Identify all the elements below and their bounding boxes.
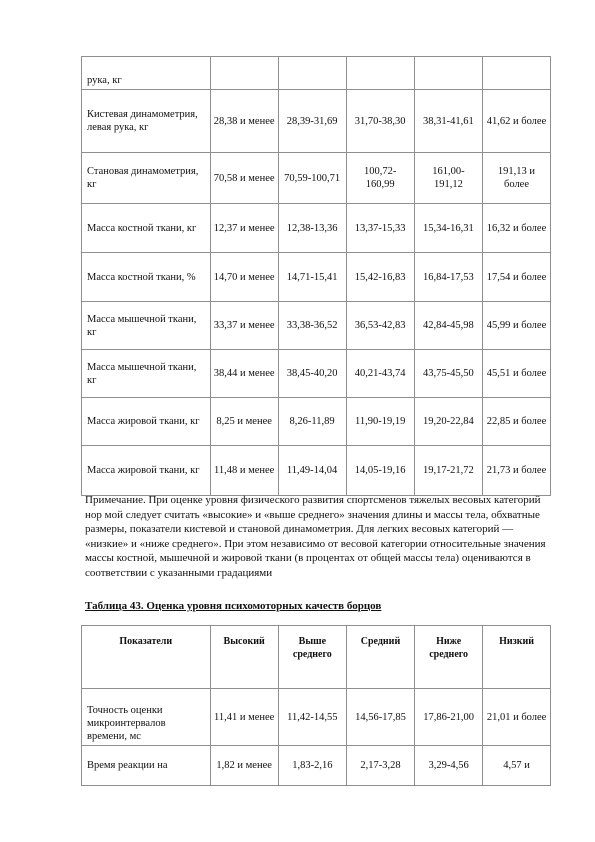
row-label: Время реакции на (81, 746, 211, 786)
cell-average: 15,42-16,83 (347, 253, 415, 302)
table-row (81, 253, 551, 302)
cell-average: 40,21-43,74 (347, 350, 415, 398)
cell-above-average: 14,71-15,41 (279, 253, 347, 302)
cell-above-average: 70,59-100,71 (279, 153, 347, 204)
cell-low: 41,62 и более (483, 90, 551, 153)
cell-below-average: 42,84-45,98 (415, 302, 483, 350)
header-above-average: Выше среднего (279, 625, 347, 689)
cell-low: 21,73 и более (483, 446, 551, 496)
row-label: Точность оценки микроинтервалов времени, мс (81, 689, 211, 746)
row-label: Масса костной ткани, кг (81, 204, 211, 253)
cell-average: 2,17-3,28 (347, 746, 415, 786)
cell-high: 28,38 и менее (211, 90, 279, 153)
cell-average: 14,56-17,85 (347, 689, 415, 746)
cell-low: 16,32 и более (483, 204, 551, 253)
cell-average: 11,90-19,19 (347, 398, 415, 446)
cell-high: 11,48 и менее (211, 446, 279, 496)
cell-above-average: 11,49-14,04 (279, 446, 347, 496)
cell-high: 14,70 и менее (211, 253, 279, 302)
cell-below-average: 17,86-21,00 (415, 689, 483, 746)
header-high: Высокий (211, 625, 279, 689)
table-row (81, 204, 551, 253)
row-label: Масса мышечной ткани, кг (81, 350, 211, 398)
header-indicators: Показатели (81, 625, 211, 689)
cell-above-average: 28,39-31,69 (279, 90, 347, 153)
table-row (81, 446, 551, 496)
cell-below-average: 19,17-21,72 (415, 446, 483, 496)
psychomotor-table (81, 625, 551, 786)
cell-low: 45,99 и более (483, 302, 551, 350)
table-row (81, 746, 551, 786)
table-row (81, 56, 551, 90)
row-label: Масса мышечной ткани, кг (81, 302, 211, 350)
header-below-average: Ниже среднего (415, 625, 483, 689)
table-row (81, 302, 551, 350)
row-label: Масса жировой ткани, кг (81, 398, 211, 446)
cell-high: 1,82 и менее (211, 746, 279, 786)
cell-above-average: 11,42-14,55 (279, 689, 347, 746)
cell-low: 4,57 и (483, 746, 551, 786)
cell-high: 11,41 и менее (211, 689, 279, 746)
table-row (81, 153, 551, 204)
cell-above-average: 33,38-36,52 (279, 302, 347, 350)
header-average: Средний (347, 625, 415, 689)
cell-high: 8,25 и менее (211, 398, 279, 446)
table-row (81, 398, 551, 446)
cell-high: 70,58 и менее (211, 153, 279, 204)
row-label: рука, кг (81, 56, 211, 90)
note-paragraph: Примечание. При оценке уровня физического развития спортсменов тяжелых весовых категорий нор мой следует считать «высокие» и «выше среднего» значения длины и массы тела, обхватные размеры, показатели кистевой и становой динамометрия. Для легких весовых категорий — «низкие» и «ниже среднего». При этом независимо от весовой категории относительные значения массы костной, мышечной и жировой ткани (в процентах от общей массы тела) оцениваются в соответствии с указанными градациями (85, 494, 546, 579)
cell-below-average: 38,31-41,61 (415, 90, 483, 153)
cell-above-average: 1,83-2,16 (279, 746, 347, 786)
row-label: Становая динамометрия, кг (81, 153, 211, 204)
cell-above-average (279, 56, 347, 90)
cell-below-average: 19,20-22,84 (415, 398, 483, 446)
cell-average: 31,70-38,30 (347, 90, 415, 153)
cell-high: 12,37 и менее (211, 204, 279, 253)
table-row (81, 350, 551, 398)
cell-high: 33,37 и менее (211, 302, 279, 350)
header-low: Низкий (483, 625, 551, 689)
cell-average: 13,37-15,33 (347, 204, 415, 253)
cell-below-average: 3,29-4,56 (415, 746, 483, 786)
cell-high (211, 56, 279, 90)
cell-below-average: 43,75-45,50 (415, 350, 483, 398)
cell-low: 21,01 и более (483, 689, 551, 746)
cell-above-average: 12,38-13,36 (279, 204, 347, 253)
row-label: Масса жировой ткани, кг (81, 446, 211, 496)
cell-below-average: 15,34-16,31 (415, 204, 483, 253)
cell-low: 22,85 и более (483, 398, 551, 446)
table-row (81, 689, 551, 746)
cell-low: 17,54 и более (483, 253, 551, 302)
table-caption: Таблица 43. Оценка уровня психомоторных качеств борцов (85, 600, 382, 612)
cell-average: 36,53-42,83 (347, 302, 415, 350)
cell-average (347, 56, 415, 90)
cell-average: 100,72-160,99 (347, 153, 415, 204)
cell-low: 191,13 и более (483, 153, 551, 204)
cell-below-average (415, 56, 483, 90)
cell-low (483, 56, 551, 90)
cell-below-average: 161,00-191,12 (415, 153, 483, 204)
table-row (81, 90, 551, 153)
row-label: Кистевая динамометрия, левая рука, кг (81, 90, 211, 153)
table-header-row (81, 625, 551, 689)
row-label: Масса костной ткани, % (81, 253, 211, 302)
cell-high: 38,44 и менее (211, 350, 279, 398)
cell-above-average: 38,45-40,20 (279, 350, 347, 398)
cell-low: 45,51 и более (483, 350, 551, 398)
cell-average: 14,05-19,16 (347, 446, 415, 496)
cell-below-average: 16,84-17,53 (415, 253, 483, 302)
results-table (81, 56, 551, 496)
cell-above-average: 8,26-11,89 (279, 398, 347, 446)
